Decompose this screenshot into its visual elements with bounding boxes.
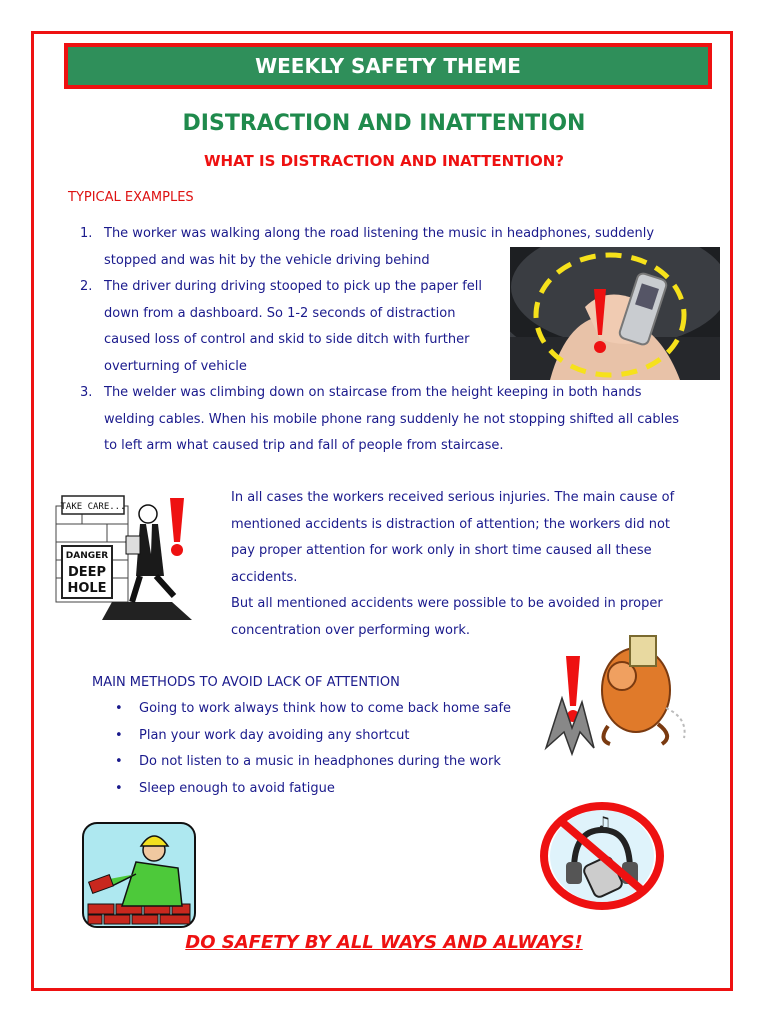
summary-line: concentration over performing work. [231,622,471,638]
deep-hole-cartoon [52,484,220,626]
summary-line: mentioned accidents is distraction of attention; the workers did not [231,516,671,532]
example-line: welding cables. When his mobile phone rang suddenly he not stopping shifted all cables [104,411,680,427]
method-item: • Do not listen to a music in headphones during the work [113,749,533,776]
summary-line: But all mentioned accidents were possible to be avoided in proper [231,596,663,611]
example-item [80,380,754,460]
method-item: • Going to work always think how to come back home safe [113,696,533,723]
summary-line: In all cases the workers received serious injuries. The main cause of [231,490,675,505]
example-line: overturning of vehicle [104,358,247,374]
example-number: 1. [80,226,93,241]
svg-text:♫: ♫ [596,813,612,832]
hole-sign-text: HOLE [67,581,107,596]
fall-hazard-cartoon [538,628,708,758]
summary-line: pay proper attention for work only in short time caused all these [231,543,652,558]
examples-heading: TYPICAL EXAMPLES [68,190,194,205]
header-banner [64,43,712,89]
example-line: down from a dashboard. So 1-2 seconds of distraction [104,305,456,321]
no-headphones-icon [534,800,670,912]
banner-title: WEEKLY SAFETY THEME [255,54,521,78]
example-line: The welder was climbing down on staircase from the height keeping in both hands [104,385,642,400]
page-title: DISTRACTION AND INATTENTION [182,111,586,136]
method-item: • Plan your work day avoiding any shortcut [113,723,533,750]
take-care-sign: TAKE CARE... [60,502,126,512]
example-line: caused loss of control and skid to side ditch with further [104,332,470,347]
deep-sign-text: DEEP [67,565,107,580]
summary-paragraph [231,485,711,644]
example-line: The worker was walking along the road listening the music in headphones, suddenly [104,226,655,241]
methods-list [113,696,533,802]
danger-sign-text: DANGER [65,551,109,561]
page-subtitle: WHAT IS DISTRACTION AND INATTENTION? [203,152,565,170]
example-number: 2. [80,279,93,294]
example-number: 3. [80,385,93,400]
summary-line: accidents. [231,569,298,585]
bricklayer-icon [82,822,196,928]
example-line: The driver during driving stooped to pick up the paper fell [104,279,482,294]
footer-slogan: DO SAFETY BY ALL WAYS AND ALWAYS! [185,932,583,953]
methods-heading: MAIN METHODS TO AVOID LACK OF ATTENTION [92,675,400,690]
example-line: stopped and was hit by the vehicle driving behind [104,252,430,268]
phone-driving-photo [510,247,720,380]
method-item: • Sleep enough to avoid fatigue [113,776,533,803]
example-line: to left arm what caused trip and fall of people from staircase. [104,438,504,453]
